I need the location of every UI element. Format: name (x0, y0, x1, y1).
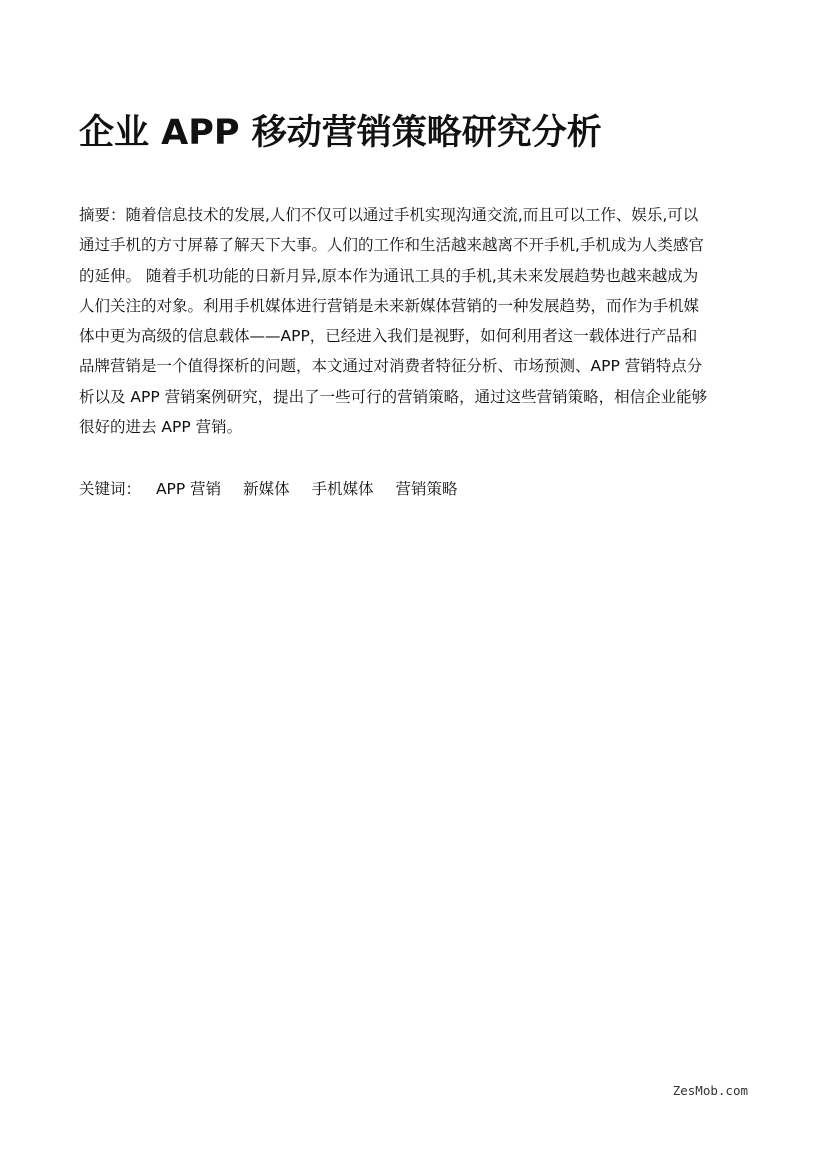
keywords-label: 关键词： (79, 480, 142, 498)
abstract-line: 摘要：随着信息技术的发展,人们不仅可以通过手机实现沟通交流,而且可以工作、娱乐,可以 (79, 206, 699, 224)
keyword-item: 营销策略 (395, 480, 458, 498)
abstract-line: 析以及 APP 营销案例研究，提出了一些可行的营销策略，通过这些营销策略，相信企业能够 (79, 387, 708, 406)
abstract-line: 的延伸。 随着手机功能的日新月异,原本作为通讯工具的手机,其未来发展趋势也越来越成为 (79, 266, 699, 285)
footer-watermark: ZesMob.com (672, 1083, 748, 1098)
keyword-item: APP 营销 (155, 480, 222, 498)
keyword-item: 新媒体 (243, 480, 290, 498)
abstract-paragraph (79, 200, 749, 442)
document-title: 企业 APP 移动营销策略研究分析 (79, 113, 602, 153)
keyword-item: 手机媒体 (311, 480, 374, 498)
abstract-line: 人们关注的对象。利用手机媒体进行营销是未来新媒体营销的一种发展趋势，而作为手机媒 (79, 296, 700, 315)
abstract-line: 体中更为高级的信息载体——APP，已经进入我们是视野，如何利用者这一载体进行产品和 (79, 327, 698, 346)
abstract-line: 通过手机的方寸屏幕了解天下大事。人们的工作和生活越来越离不开手机,手机成为人类感官 (79, 236, 704, 255)
abstract-line: 品牌营销是一个值得探析的问题，本文通过对消费者特征分析、市场预测、APP 营销特点分 (79, 357, 703, 376)
keywords-line (79, 475, 749, 503)
abstract-line: 很好的进去 APP 营销。 (79, 418, 243, 437)
